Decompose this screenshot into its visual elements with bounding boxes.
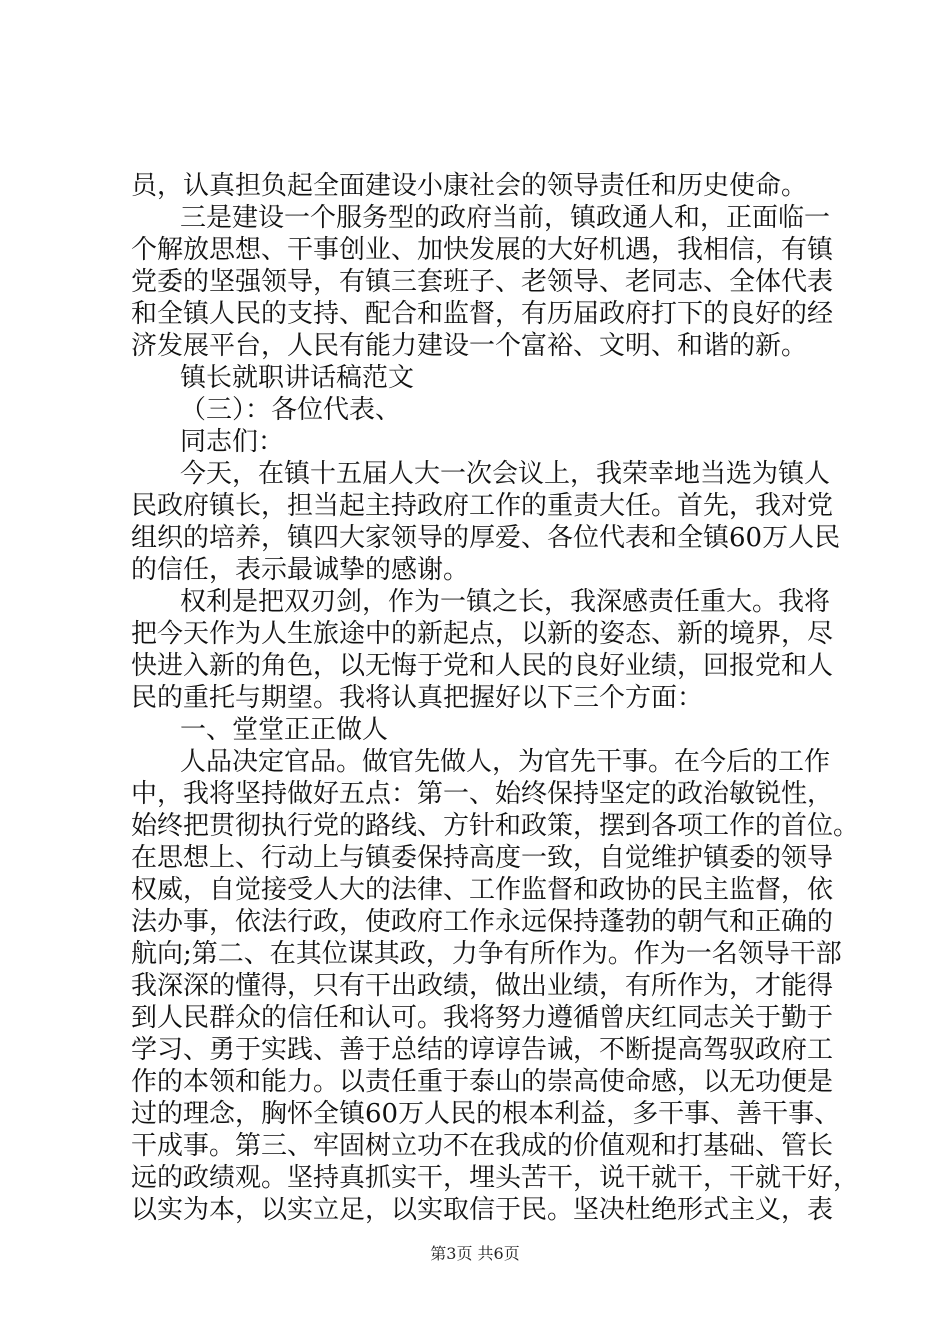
text-line: 过的理念，胸怀全镇60万人民的根本利益，多干事、善干事、 <box>131 1099 841 1129</box>
text-line: 组织的培养，镇四大家领导的厚爱、各位代表和全镇60万人民 <box>131 523 841 553</box>
text-line: 个解放思想、干事创业、加快发展的大好机遇，我相信，有镇 <box>131 235 834 265</box>
text-line: 快进入新的角色，以无悔于党和人民的良好业绩，回报党和人 <box>131 651 834 681</box>
text-line: 学习、勇于实践、善于总结的谆谆告诫，不断提高驾驭政府工 <box>131 1035 834 1065</box>
text-line: 和全镇人民的支持、配合和监督，有历届政府打下的良好的经 <box>131 299 834 329</box>
page-number: 第3页 共6页 <box>430 1244 520 1263</box>
text-line: 员，认真担负起全面建设小康社会的领导责任和历史使命。 <box>131 171 808 201</box>
text-line: 把今天作为人生旅途中的新起点，以新的姿态、新的境界，尽 <box>131 619 834 649</box>
text-line: 法办事，依法行政，使政府工作永远保持蓬勃的朝气和正确的 <box>131 907 834 937</box>
text-line: 的信任，表示最诚挚的感谢。 <box>131 555 470 585</box>
text-line: 权利是把双刃剑，作为一镇之长，我深感责任重大。我将 <box>180 587 831 617</box>
text-line: 航向;第二、在其位谋其政，力争有所作为。作为一名领导干部 <box>131 939 842 969</box>
text-line: 中，我将坚持做好五点：第一、始终保持坚定的政治敏锐性， <box>131 779 834 809</box>
document-body <box>0 170 950 1226</box>
text-line: 济发展平台，人民有能力建设一个富裕、文明、和谐的新。 <box>131 331 808 361</box>
text-line: 人品决定官品。做官先做人，为官先干事。在今后的工作 <box>180 747 831 777</box>
text-line: 三是建设一个服务型的政府当前，镇政通人和，正面临一 <box>180 203 831 233</box>
text-line: 以实为本，以实立足，以实取信于民。坚决杜绝形式主义，表 <box>131 1195 834 1225</box>
text-line: 干成事。第三、牢固树立功不在我成的价值观和打基础、管长 <box>131 1131 834 1161</box>
text-line: 作的本领和能力。以责任重于泰山的崇高使命感，以无功便是 <box>131 1067 834 1097</box>
text-line: 远的政绩观。坚持真抓实干，埋头苦干，说干就干，干就干好， <box>131 1163 860 1193</box>
text-line: 今天，在镇十五届人大一次会议上，我荣幸地当选为镇人 <box>180 459 831 489</box>
text-line: （三）：各位代表、 <box>180 395 402 425</box>
salutation: 同志们： <box>180 427 285 457</box>
text-line: 党委的坚强领导，有镇三套班子、老领导、老同志、全体代表 <box>131 267 834 297</box>
text-line: 到人民群众的信任和认可。我将努力遵循曾庆红同志关于勤于 <box>131 1003 834 1033</box>
text-line: 我深深的懂得，只有干出政绩，做出业绩，有所作为，才能得 <box>131 971 834 1001</box>
section-heading: 镇长就职讲话稿范文 <box>180 363 415 393</box>
text-line: 始终把贯彻执行党的路线、方针和政策，摆到各项工作的首位。 <box>131 811 860 841</box>
section-heading: 一、堂堂正正做人 <box>180 715 389 745</box>
text-line: 民政府镇长，担当起主持政府工作的重责大任。首先，我对党 <box>131 491 834 521</box>
text-line: 权威，自觉接受人大的法律、工作监督和政协的民主监督，依 <box>131 875 834 905</box>
text-line: 民的重托与期望。我将认真把握好以下三个方面： <box>131 683 704 713</box>
text-line: 在思想上、行动上与镇委保持高度一致，自觉维护镇委的领导 <box>131 843 834 873</box>
